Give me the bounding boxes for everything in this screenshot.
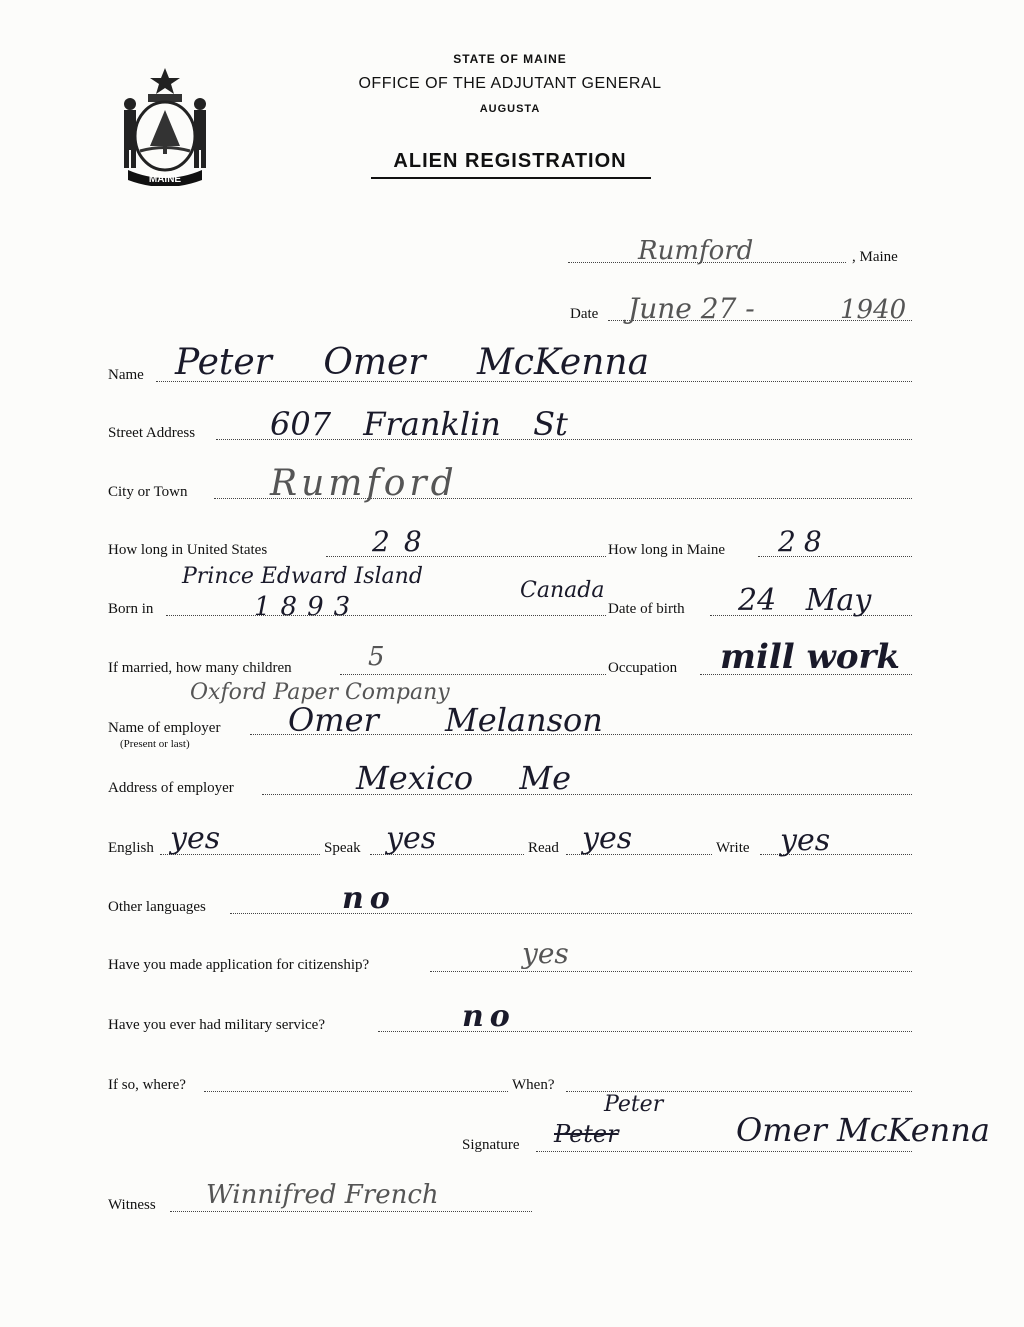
- children-label: If married, how many children: [108, 660, 292, 676]
- city-label: City or Town: [108, 484, 188, 500]
- where-label: If so, where?: [108, 1077, 186, 1093]
- english-label: English: [108, 840, 154, 856]
- signature-entry[interactable]: Omer McKenna: [736, 1111, 990, 1149]
- employer-address-label: Address of employer: [108, 780, 234, 796]
- how-long-maine-label: How long in Maine: [608, 542, 726, 558]
- military-entry[interactable]: no: [462, 999, 516, 1034]
- employer-address-entry[interactable]: Mexico Me: [356, 759, 572, 797]
- town-entry[interactable]: Rumford: [638, 236, 754, 266]
- read-label: Read: [528, 840, 559, 856]
- signature-insert-entry: Peter: [604, 1092, 664, 1117]
- how-long-us-line: [326, 556, 606, 557]
- how-long-us-label: How long in United States: [108, 542, 268, 558]
- write-label: Write: [716, 840, 750, 856]
- name-entry[interactable]: Peter Omer McKenna: [175, 342, 650, 383]
- born-country-entry[interactable]: Canada: [520, 578, 605, 603]
- name-label: Name: [108, 367, 144, 383]
- title-underline: [371, 177, 651, 179]
- maine-state-seal: [110, 66, 220, 186]
- when-label: When?: [512, 1077, 555, 1093]
- employer-company-entry[interactable]: Oxford Paper Company: [190, 680, 450, 705]
- born-year-entry[interactable]: 1893: [254, 592, 361, 622]
- employer-sublabel: (Present or last): [120, 738, 190, 750]
- speak-entry[interactable]: yes: [386, 821, 437, 856]
- date-entry[interactable]: June 27 -: [628, 292, 755, 325]
- read-entry[interactable]: yes: [582, 821, 633, 856]
- signature-line: [536, 1151, 912, 1152]
- witness-entry[interactable]: Winnifred French: [206, 1180, 439, 1210]
- employer-label: Name of employer: [108, 720, 221, 736]
- city-heading: AUGUSTA: [479, 103, 541, 115]
- military-label: Have you ever had military service?: [108, 1017, 325, 1033]
- other-languages-label: Other languages: [108, 899, 206, 915]
- born-in-line: [166, 615, 606, 616]
- other-languages-entry[interactable]: no: [342, 881, 396, 916]
- english-entry[interactable]: yes: [170, 821, 221, 856]
- date-year-entry[interactable]: 1940: [840, 295, 907, 325]
- occupation-label: Occupation: [608, 660, 678, 676]
- street-label: Street Address: [108, 425, 196, 441]
- born-in-label: Born in: [108, 601, 154, 617]
- occupation-entry[interactable]: mill work: [720, 637, 900, 677]
- signature-label: Signature: [462, 1137, 520, 1153]
- citizenship-entry[interactable]: yes: [522, 937, 569, 970]
- office-heading: OFFICE OF THE ADJUTANT GENERAL: [358, 75, 662, 92]
- other-languages-line: [230, 913, 912, 914]
- how-long-maine-entry[interactable]: 28: [778, 525, 830, 558]
- state-heading: STATE OF MAINE: [453, 52, 567, 66]
- born-place-entry[interactable]: Prince Edward Island: [182, 564, 423, 589]
- date-label: Date: [570, 306, 599, 322]
- where-line: [204, 1091, 508, 1092]
- employer-name-entry[interactable]: Omer Melanson: [288, 701, 603, 739]
- signature-struck-entry: Peter: [554, 1120, 619, 1148]
- children-line: [340, 674, 606, 675]
- children-entry[interactable]: 5: [368, 642, 385, 672]
- write-entry[interactable]: yes: [780, 823, 831, 858]
- witness-label: Witness: [108, 1197, 156, 1213]
- witness-line: [170, 1211, 532, 1212]
- date-of-birth-label: Date of birth: [608, 601, 685, 617]
- maine-label: , Maine: [852, 249, 898, 265]
- citizenship-label: Have you made application for citizenship?: [108, 957, 370, 973]
- city-entry[interactable]: Rumford: [270, 463, 458, 504]
- how-long-us-entry[interactable]: 28: [372, 525, 436, 558]
- citizenship-line: [430, 971, 912, 972]
- military-line: [378, 1031, 912, 1032]
- speak-label: Speak: [324, 840, 361, 856]
- seal-text: MAINE: [148, 174, 182, 185]
- street-entry[interactable]: 607 Franklin St: [270, 405, 568, 443]
- date-of-birth-entry[interactable]: 24 May: [738, 583, 872, 618]
- form-title: ALIEN REGISTRATION: [393, 150, 627, 172]
